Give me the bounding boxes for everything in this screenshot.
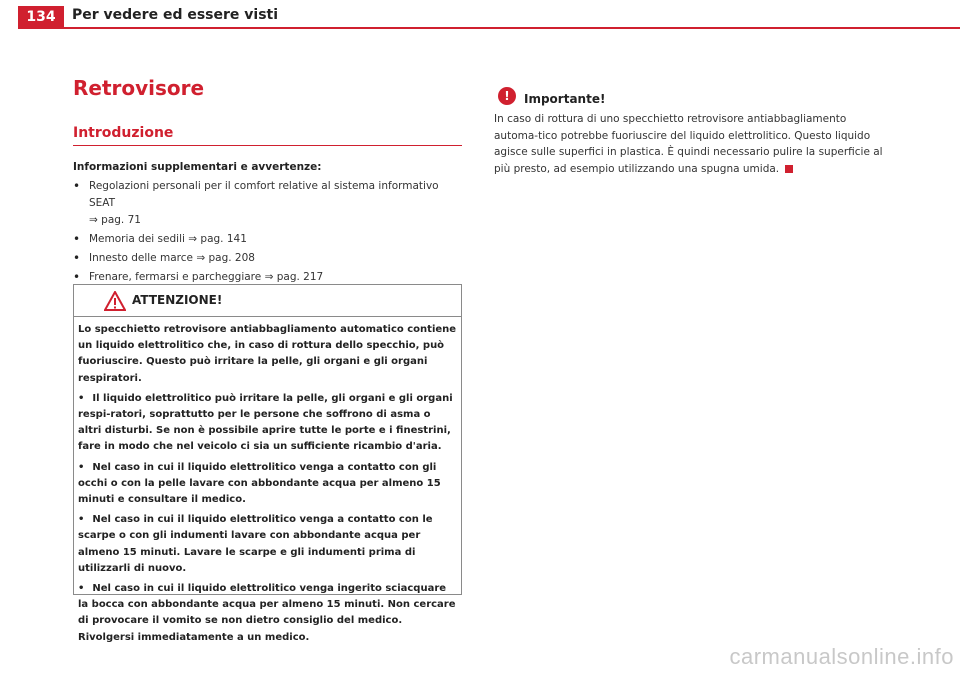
arrow-icon: ⇒	[188, 233, 198, 245]
warning-item-text: Nel caso in cui il liquido elettrolitico venga a contatto con gli occhi o con la pelle lavare con abbondante acqua per almeno 15 minuti e consultare il medico.	[78, 461, 441, 506]
warning-header	[74, 285, 461, 317]
page-reference-link[interactable]: pag. 71	[101, 214, 141, 226]
page-reference-link[interactable]: pag. 141	[200, 233, 247, 245]
warning-item	[78, 460, 457, 509]
list-item	[73, 250, 462, 267]
page-number: 134	[18, 6, 64, 28]
page-reference-link[interactable]: pag. 217	[276, 271, 324, 283]
important-header	[494, 87, 888, 109]
important-body: In caso di rottura di uno specchietto retrovisore antiabbagliamento automa-tico potrebbe fuoriuscire del liquido elettrolitico. Questo liquido agisce sulle superfici in plastica. È quindi necessario pulire la superficie al più presto, ad esempio utilizzando una spugna umida.	[494, 113, 883, 175]
bullet-icon: •	[73, 179, 81, 193]
watermark: carmanualsonline.info	[729, 644, 954, 669]
warning-item-text: Nel caso in cui il liquido elettrolitico venga ingerito sciacquare la bocca con abbondante acqua per almeno 15 minuti. Non cercare di provocare il vomito se non dietro consiglio del medico. Rivolgersi immediatamente a un medico.	[78, 583, 456, 643]
exclamation-icon: !	[498, 87, 516, 105]
bullet-icon: •	[78, 461, 85, 473]
arrow-icon: ⇒	[196, 252, 206, 264]
bullet-icon: •	[73, 232, 81, 246]
list-item	[73, 178, 462, 229]
bullet-icon: •	[78, 583, 85, 595]
list-item-text: Memoria dei sedili	[89, 233, 185, 245]
list-item-text: Frenare, fermarsi e parcheggiare	[89, 271, 262, 283]
arrow-icon: ⇒	[89, 214, 98, 226]
warning-triangle-icon	[104, 291, 126, 311]
warning-box	[73, 284, 462, 643]
list-item-text: Regolazioni personali per il comfort relative al sistema informativo SEAT	[89, 180, 439, 209]
page-header	[0, 0, 960, 28]
section-subtitle: Introduzione	[73, 124, 462, 146]
end-of-section-icon	[785, 165, 793, 173]
right-column	[494, 87, 888, 177]
reference-list	[73, 178, 462, 286]
bullet-icon: •	[73, 251, 81, 265]
warning-title: ATTENZIONE!	[132, 293, 223, 307]
important-text	[494, 111, 888, 177]
arrow-icon: ⇒	[264, 271, 274, 283]
header-divider	[18, 27, 960, 29]
warning-item	[78, 581, 457, 646]
page-reference-link[interactable]: pag. 208	[208, 252, 255, 264]
list-item	[73, 231, 462, 248]
warning-item	[78, 391, 457, 456]
warning-intro: Lo specchietto retrovisore antiabbagliamento automatico contiene un liquido elettrolitico che, in caso di rottura dello specchio, può fuoriuscire. Questo può irritare la pelle, gli organi e gli organi respiratori.	[78, 324, 457, 384]
bullet-icon: •	[73, 270, 81, 284]
chapter-title: Per vedere ed essere visti	[72, 7, 279, 23]
left-column	[73, 76, 462, 286]
bullet-icon: •	[78, 514, 85, 526]
list-item-text: Innesto delle marce	[89, 252, 193, 264]
important-title: Importante!	[524, 92, 606, 106]
warning-item-text: Nel caso in cui il liquido elettrolitico venga a contatto con le scarpe o con gli indumenti lavare con abbondante acqua per almeno 15 minuti. Lavare le scarpe e gli indumenti prima di utilizzarli di nuovo.	[78, 514, 433, 574]
warning-item	[78, 512, 457, 577]
intro-text: Informazioni supplementari e avvertenze:	[73, 161, 322, 173]
warning-body	[74, 317, 461, 646]
bullet-icon: •	[78, 392, 85, 404]
warning-item-text: Il liquido elettrolitico può irritare la pelle, gli organi e gli organi respi-ratori, soprattutto per le persone che soffrono di asma o altri disturbi. Se non è possibile aprire tutte le porte e i finestrini, fare in modo che nel veicolo ci sia un sufficiente ricambio d'aria.	[78, 392, 453, 453]
section-title: Retrovisore	[73, 76, 205, 100]
